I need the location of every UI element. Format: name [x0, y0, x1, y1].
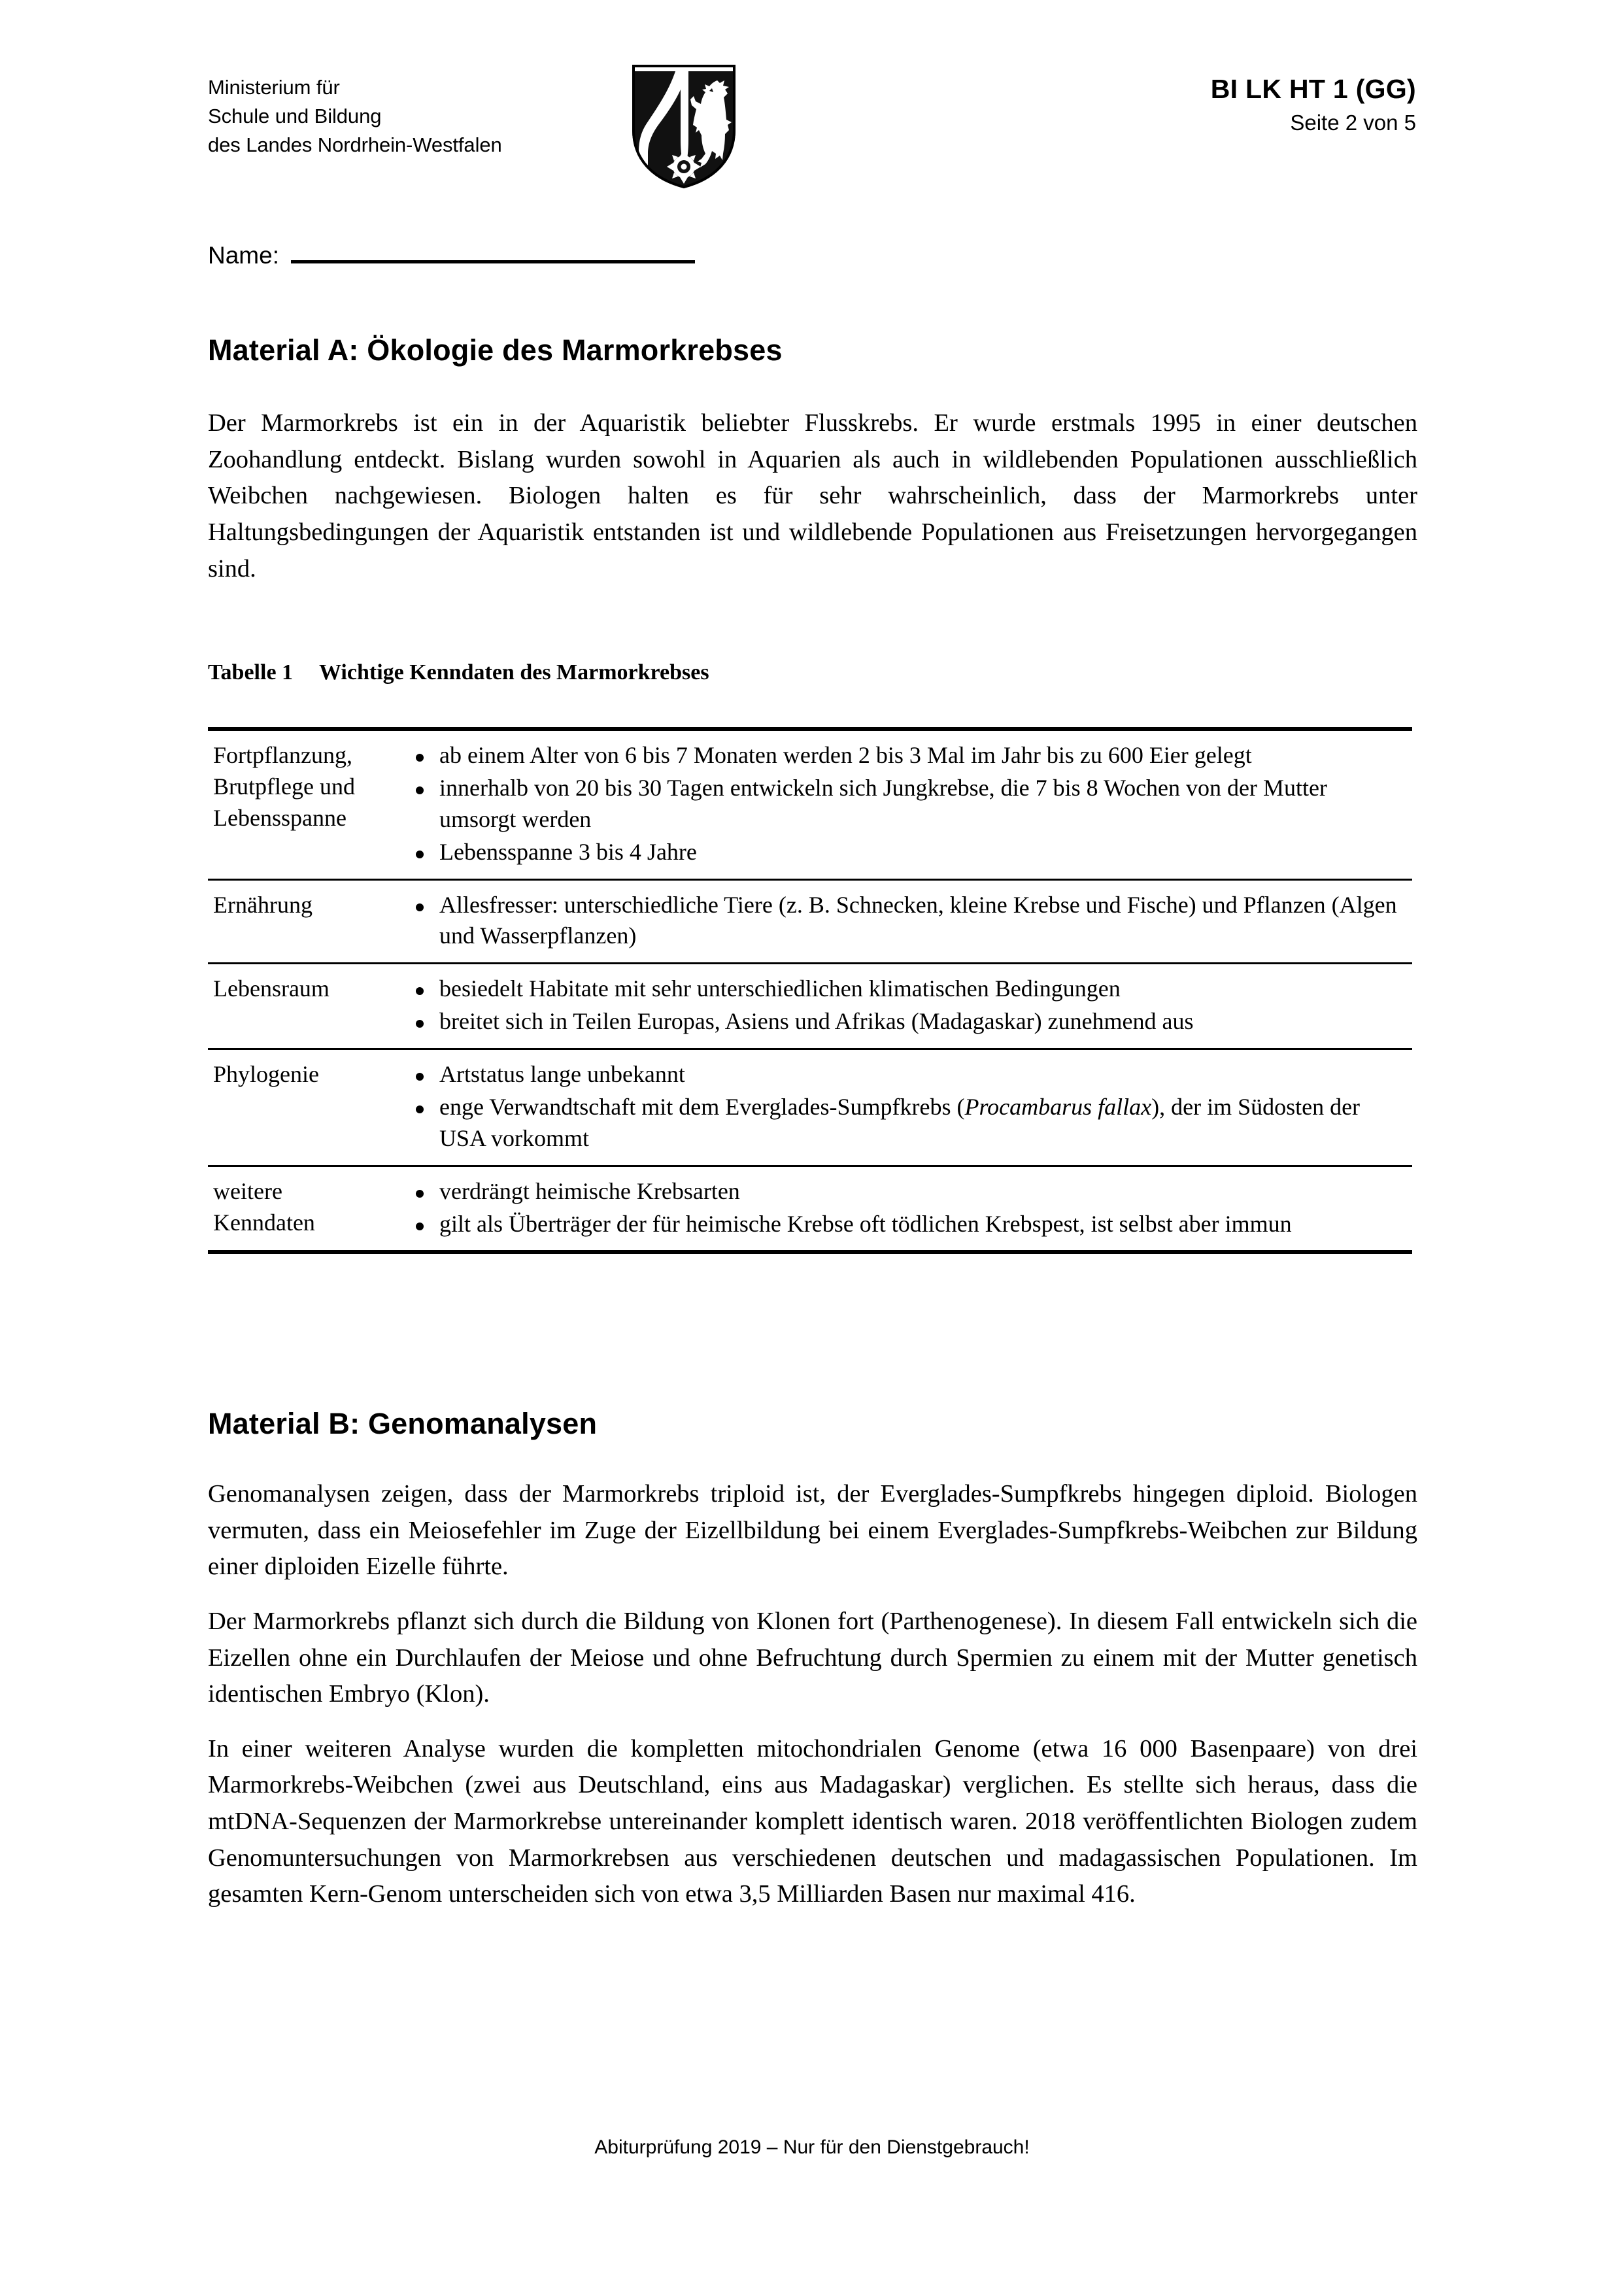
table-row-content [408, 879, 1412, 964]
material-b-paragraph: Genomanalysen zeigen, dass der Marmorkrebs triploid ist, der Everglades-Sumpfkrebs hingegen diploid. Biologen vermuten, dass ein Meiosefehler im Zuge der Eizellbildung bei einem Everglades-Sumpfkrebs-Weibchen zur Bildung einer diploiden Eizelle führte. [208, 1480, 1417, 1581]
bullet-list [408, 890, 1412, 953]
list-item: Allesfresser: unterschiedliche Tiere (z. B. Schnecken, kleine Krebse und Fische) und Pflanzen (Algen und Wasserpflanzen) [408, 890, 1407, 953]
exam-identifier [1211, 73, 1416, 137]
name-field-label: Name: [208, 242, 279, 269]
list-item: Lebensspanne 3 bis 4 Jahre [408, 837, 1407, 868]
table-row [208, 964, 1412, 1049]
ministry-line-3: des Landes Nordrhein-Westfalen [208, 133, 502, 157]
table-row-category [208, 964, 408, 1049]
table-row [208, 729, 1412, 879]
table-row-content [408, 964, 1412, 1049]
document-footer: Abiturprüfung 2019 – Nur für den Dienstgebrauch! [594, 2136, 1030, 2158]
ministry-line-1: Ministerium für [208, 76, 340, 99]
bullet-list [408, 1176, 1412, 1240]
bullet-list [408, 1059, 1412, 1155]
list-item: gilt als Überträger der für heimische Krebse oft tödlichen Krebspest, ist selbst aber immun [408, 1209, 1407, 1240]
table-row [208, 1166, 1412, 1252]
name-field [208, 242, 695, 269]
text-run: ), der im Südosten der USA vorkommt [439, 1093, 1361, 1151]
table-row [208, 1049, 1412, 1166]
category-line: weitere [213, 1177, 282, 1204]
ministry-name [208, 73, 502, 160]
material-a-paragraph: Der Marmorkrebs ist ein in der Aquaristik beliebter Flusskrebs. Er wurde erstmals 1995 in einer deutschen Zoohandlung entdeckt. Bislang wurden sowohl in Aquarien als auch in wildlebenden Populationen ausschließlich Weibchen nachgewiesen. Biologen halten es für sehr wahrscheinlich, dass der Marmorkrebs unter Haltungsbedingungen der Aquaristik entstanden ist und wildlebende Populationen aus Freisetzungen hervorgegangen sind. [208, 409, 1417, 582]
list-item: ab einem Alter von 6 bis 7 Monaten werden 2 bis 3 Mal im Jahr bis zu 600 Eier gelegt [408, 740, 1407, 771]
page-indicator: Seite 2 von 5 [1290, 110, 1416, 135]
marmorkrebs-key-data-table [208, 727, 1412, 1254]
table-row-content [408, 1049, 1412, 1166]
table-caption [208, 660, 709, 685]
table-caption-title: Wichtige Kenndaten des Marmorkrebses [319, 660, 709, 684]
material-b-body [208, 1476, 1417, 1913]
table-row-content [408, 729, 1412, 879]
table-row-content [408, 1166, 1412, 1252]
bullet-list [408, 740, 1412, 868]
material-b-paragraph: In einer weiteren Analyse wurden die kompletten mitochondrialen Genome (etwa 16 000 Basenpaare) von drei Marmorkrebs-Weibchen (zwei aus Deutschland, eins aus Madagaskar) verglichen. Es stellte sich heraus, dass die mtDNA-Sequenzen der Marmorkrebse untereinander komplett identisch waren. 2018 veröffentlichten Biologen zudem Genomuntersuchungen von Marmorkrebsen aus verschiedenen deutschen und madagassischen Populationen. Im gesamten Kern-Genom unterscheiden sich von etwa 3,5 Milliarden Basen nur maximal 416. [208, 1734, 1417, 1908]
table-row-category [208, 729, 408, 879]
table-row-category [208, 879, 408, 964]
table-caption-number: Tabelle 1 [208, 660, 294, 684]
list-item: besiedelt Habitate mit sehr unterschiedlichen klimatischen Bedingungen [408, 973, 1407, 1005]
list-item: Artstatus lange unbekannt [408, 1059, 1407, 1090]
category-line: Fortpflanzung, [213, 742, 352, 768]
table-body [208, 729, 1412, 1252]
document-header [208, 65, 1416, 190]
text-run: enge Verwandtschaft mit dem Everglades-Sumpfkrebs ( [439, 1093, 965, 1120]
material-b-heading: Material B: Genomanalysen [208, 1407, 598, 1440]
species-name: Procambarus fallax [964, 1093, 1152, 1120]
name-input[interactable] [291, 243, 695, 263]
bullet-list [408, 973, 1412, 1037]
material-a-heading: Material A: Ökologie des Marmorkrebses [208, 333, 783, 367]
exam-code: BI LK HT 1 (GG) [1210, 74, 1416, 104]
category-line: Brutpflege und [213, 773, 355, 800]
material-b-paragraph: Der Marmorkrebs pflanzt sich durch die Bildung von Klonen fort (Parthenogenese). In diesem Fall entwickeln sich die Eizellen ohne ein Durchlaufen der Meiose und ohne Befruchtung durch Spermien zu einem mit der Mutter genetisch identischen Embryo (Klon). [208, 1607, 1417, 1708]
list-item: verdrängt heimische Krebsarten [408, 1176, 1407, 1207]
list-item: innerhalb von 20 bis 30 Tagen entwickeln sich Jungkrebse, die 7 bis 8 Wochen von der Mutter umsorgt werden [408, 773, 1407, 835]
category-line: Lebensraum [213, 975, 330, 1002]
category-line: Kenndaten [213, 1209, 315, 1236]
list-item: breitet sich in Teilen Europas, Asiens und Afrikas (Madagaskar) zunehmend aus [408, 1006, 1407, 1037]
category-line: Phylogenie [213, 1061, 319, 1087]
table-row [208, 879, 1412, 964]
table-row-category [208, 1166, 408, 1252]
table-row-category [208, 1049, 408, 1166]
ministry-line-2: Schule und Bildung [208, 105, 382, 128]
list-item-rich [408, 1092, 1407, 1155]
category-line: Lebensspanne [213, 804, 347, 831]
category-line: Ernährung [213, 891, 313, 918]
nrw-coat-of-arms-icon [628, 62, 739, 190]
